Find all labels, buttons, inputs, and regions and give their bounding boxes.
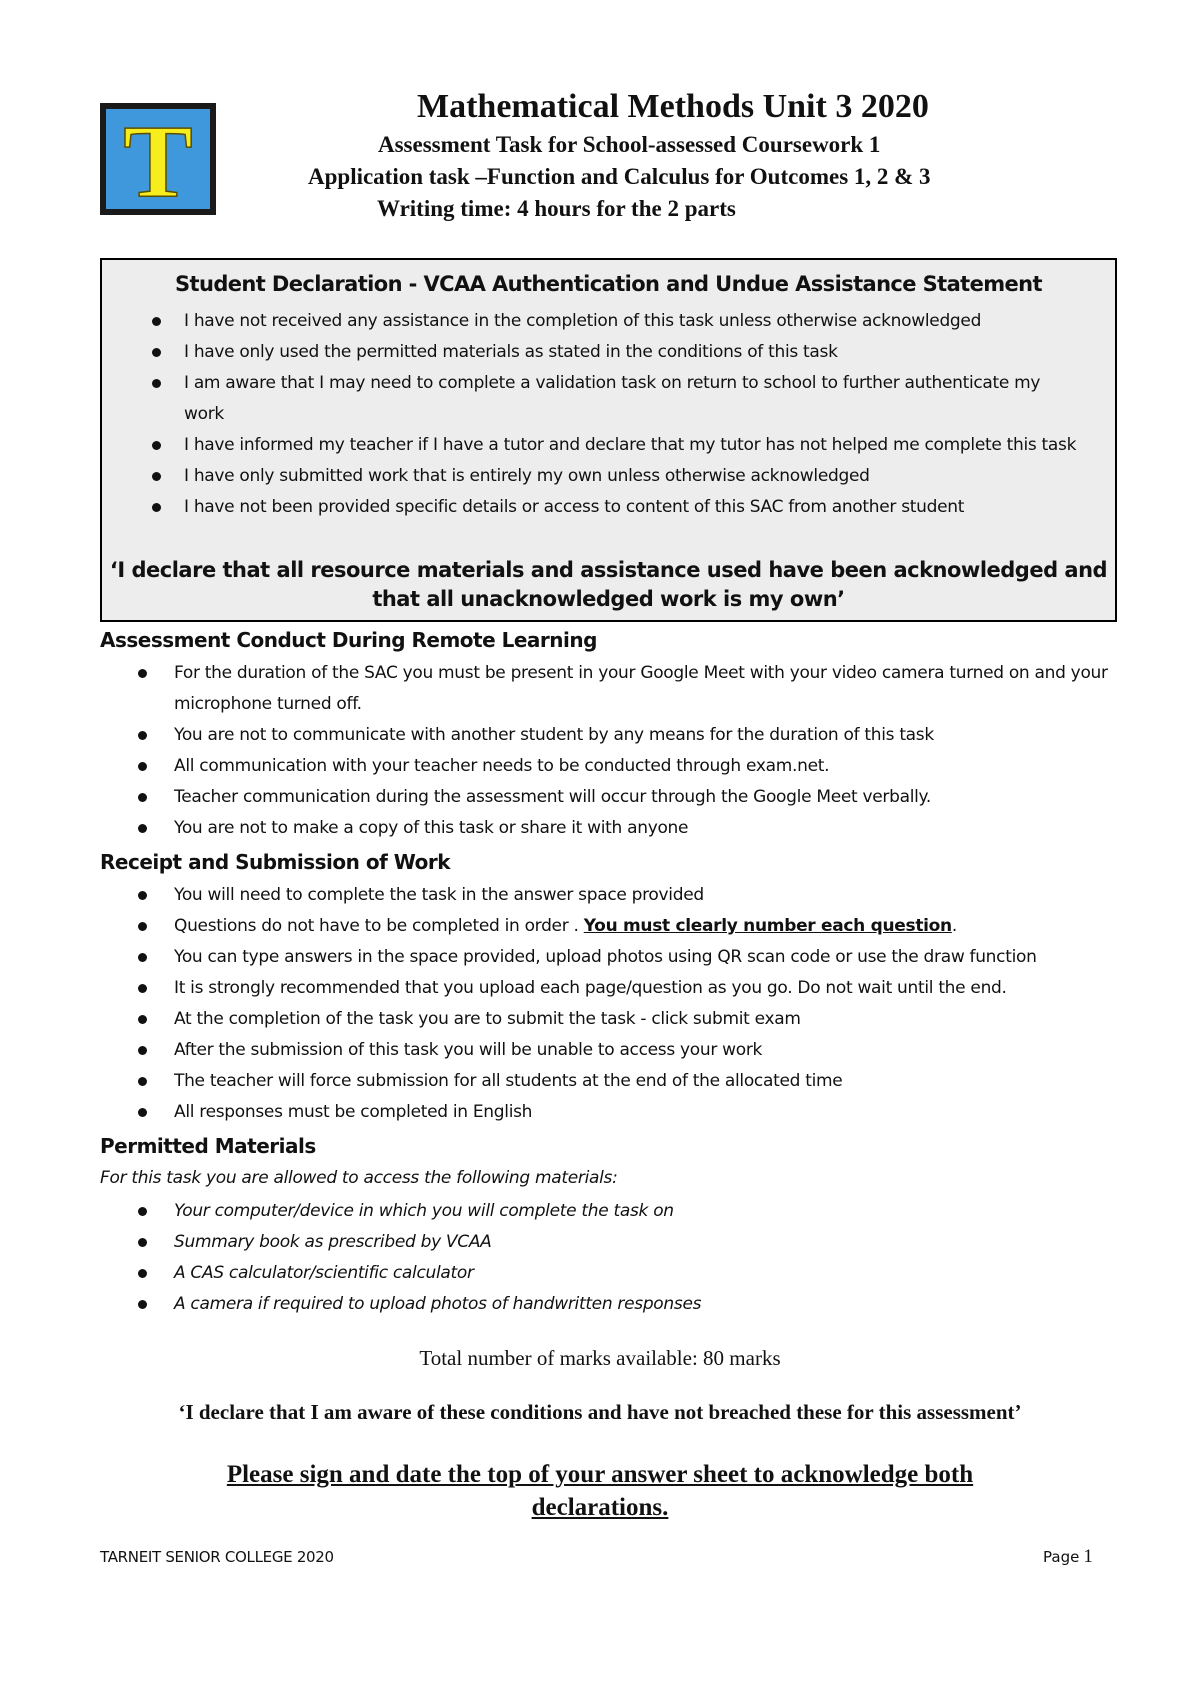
list-item: I have informed my teacher if I have a tutor and declare that my tutor has not helped me complete this task <box>142 430 1082 461</box>
bullet-icon <box>138 1046 147 1055</box>
materials-list <box>130 1196 1130 1320</box>
list-item: You are not to make a copy of this task or share it with anyone <box>130 813 1130 844</box>
page-title: Mathematical Methods Unit 3 2020 <box>417 88 929 125</box>
student-declaration-box <box>100 258 1117 622</box>
bullet-icon <box>138 1300 147 1309</box>
bullet-icon <box>152 472 161 481</box>
bullet-icon <box>138 1077 147 1086</box>
list-item: A camera if required to upload photos of handwritten responses <box>130 1289 1130 1320</box>
number-questions-emphasis: You must clearly number each question <box>583 916 952 936</box>
sign-instruction-text: Please sign and date the top of your answer sheet to acknowledge both declarations. <box>226 1461 974 1521</box>
list-item: Your computer/device in which you will complete the task on <box>130 1196 1130 1227</box>
sign-instruction <box>0 1458 1200 1524</box>
list-item: Summary book as prescribed by VCAA <box>130 1227 1130 1258</box>
page-number: 1 <box>1083 1546 1093 1567</box>
bullet-icon <box>152 503 161 512</box>
list-item: I am aware that I may need to complete a validation task on return to school to further authenticate my work <box>142 368 1082 430</box>
bullet-icon <box>138 731 147 740</box>
list-item: For the duration of the SAC you must be present in your Google Meet with your video camera turned on and your microphone turned off. <box>130 658 1130 720</box>
list-item: I have not received any assistance in the completion of this task unless otherwise acknowledged <box>142 306 1082 337</box>
list-item: At the completion of the task you are to submit the task - click submit exam <box>130 1004 1130 1035</box>
bullet-icon <box>138 1108 147 1117</box>
list-item: All responses must be completed in English <box>130 1097 1130 1128</box>
acknowledgement-statement: ‘I declare that I am aware of these conditions and have not breached these for this assessment’ <box>178 1400 1022 1424</box>
total-marks: Total number of marks available: 80 marks <box>419 1346 781 1370</box>
bullet-icon <box>152 441 161 450</box>
conduct-list <box>130 658 1130 844</box>
bullet-icon <box>152 348 161 357</box>
bullet-icon <box>152 317 161 326</box>
list-item: You are not to communicate with another student by any means for the duration of this task <box>130 720 1130 751</box>
list-item: Teacher communication during the assessment will occur through the Google Meet verbally. <box>130 782 1130 813</box>
list-item: It is strongly recommended that you upload each page/question as you go. Do not wait until the end. <box>130 973 1130 1004</box>
declaration-heading: Student Declaration - VCAA Authentication and Undue Assistance Statement <box>175 272 1042 296</box>
bullet-icon <box>152 379 161 388</box>
subtitle-line-3: Writing time: 4 hours for the 2 parts <box>377 196 736 221</box>
bullet-icon <box>138 953 147 962</box>
logo-letter: T <box>123 104 193 219</box>
bullet-icon <box>138 1238 147 1247</box>
logo-letter-block <box>106 104 210 219</box>
list-item: After the submission of this task you will be unable to access your work <box>130 1035 1130 1066</box>
list-item: You will need to complete the task in the answer space provided <box>130 880 1130 911</box>
list-item: I have not been provided specific details or access to content of this SAC from another student <box>142 492 1082 523</box>
list-item: A CAS calculator/scientific calculator <box>130 1258 1130 1289</box>
conduct-heading: Assessment Conduct During Remote Learning <box>100 628 597 652</box>
bullet-icon <box>138 922 147 931</box>
bullet-icon <box>138 891 147 900</box>
bullet-icon <box>138 793 147 802</box>
submission-list <box>130 880 1130 1128</box>
declaration-list <box>142 306 1082 523</box>
bullet-icon <box>138 669 147 678</box>
submission-heading: Receipt and Submission of Work <box>100 850 451 874</box>
materials-heading: Permitted Materials <box>100 1134 316 1158</box>
bullet-icon <box>138 1015 147 1024</box>
footer-college: TARNEIT SENIOR COLLEGE 2020 <box>100 1548 334 1566</box>
declaration-quote: ‘I declare that all resource materials and assistance used have been acknowledged and that all unacknowledged work is my own’ <box>109 558 1108 611</box>
page-label: Page <box>1043 1548 1080 1566</box>
footer-page <box>1043 1546 1093 1568</box>
materials-intro: For this task you are allowed to access the following materials: <box>100 1168 618 1188</box>
bullet-icon <box>138 824 147 833</box>
bullet-icon <box>138 1207 147 1216</box>
list-item: I have only submitted work that is entirely my own unless otherwise acknowledged <box>142 461 1082 492</box>
subtitle-line-1: Assessment Task for School-assessed Coursework 1 <box>378 132 881 157</box>
list-item: Questions do not have to be completed in order . You must clearly number each question. <box>130 911 1130 942</box>
subtitle-line-2: Application task –Function and Calculus for Outcomes 1, 2 & 3 <box>308 164 931 189</box>
school-logo <box>100 103 216 219</box>
bullet-icon <box>138 762 147 771</box>
bullet-icon <box>138 1269 147 1278</box>
bullet-icon <box>138 984 147 993</box>
list-item: I have only used the permitted materials as stated in the conditions of this task <box>142 337 1082 368</box>
list-item: The teacher will force submission for all students at the end of the allocated time <box>130 1066 1130 1097</box>
list-item: You can type answers in the space provided, upload photos using QR scan code or use the draw function <box>130 942 1130 973</box>
list-item: All communication with your teacher needs to be conducted through exam.net. <box>130 751 1130 782</box>
